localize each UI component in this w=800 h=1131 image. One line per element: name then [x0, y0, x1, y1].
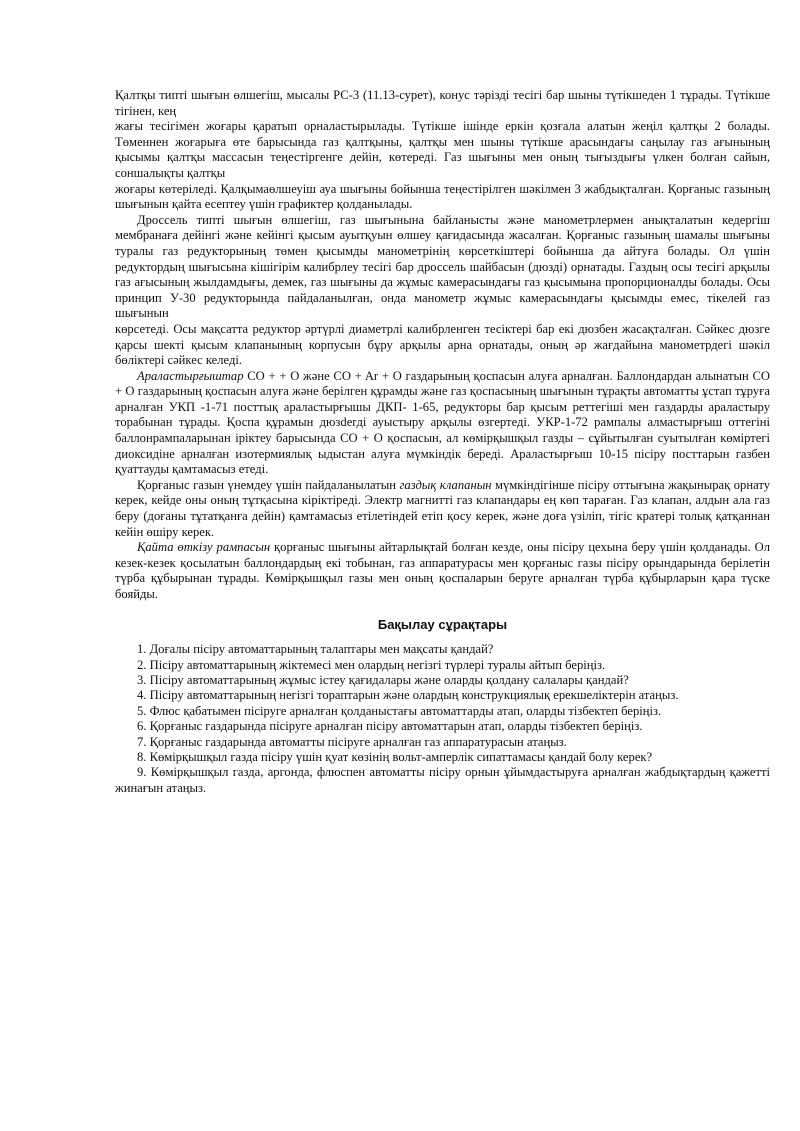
term-mixers: Араластырғыштар	[137, 368, 244, 383]
paragraph-1: Қалтқы типті шығын өлшегіш, мысалы РС-3 (11.13-сурет), конус тәрізді тесігі бар шыны түтікшеден 1 тұрады. Түтікше тігінен, кең	[115, 88, 770, 118]
section-heading: Бақылау сұрақтары	[377, 616, 508, 632]
question-item: 4. Пісіру автоматтарының негізгі тораптарын және олардың конструкциялық ерекшеліктерін атаңыз.	[137, 688, 679, 703]
paragraph-5: көрсетеді. Осы мақсатта редуктор әртүрлі диаметрлі калибрленген тесіктері бар екі дюзбен жасақталған. Сәйкес дюзге қарсы шекті қысым клапанының корпусын бұру арқылы арна орнатады, оның әр жағдайына манометрдегі шәкіл бөліктері сәйкес келеді.	[115, 321, 770, 368]
term-transfer-ramp: Қайта өткізу рампасын	[137, 540, 271, 555]
question-item: 3. Пісіру автоматтарының жұмыс істеу қағидалары және оларды қолдану салалары қандай?	[137, 673, 629, 687]
question-item: 9. Көмірқышқыл газда, аргонда, флюспен автоматты пісіру орнын ұйымдастыруға арналған жабдықтардың қажетті жинағын атаңыз.	[115, 765, 770, 795]
question-item: 2. Пісіру автоматтарының жіктемесі мен олардың негізгі түрлері туралы айтып беріңіз.	[137, 657, 606, 672]
paragraph-3: жоғары көтеріледі. Қалқымаөлшеуіш ауа шығыны бойынша теңестірілген шәкілмен 3 жабдықталған. Қорғаныс газының шығынын қайта есептеу үшін графиктер қолданылады.	[115, 181, 770, 212]
paragraph-2: жағы тесігімен жоғары қаратып орналастырылады. Түтікше ішінде еркін қозғала алатын жеңіл қалтқы 2 болады. Төменнен жоғарыға өте барысында газ қалтқыны, қалтқы мен шыны түтікше арасындағы саңылау газ ағынының қысымы қалтқы массасын теңестіргенге дейін, көтереді. Газ шығыны мен оның тығыздығы үлкен болған сайын, соншалықты қалтқы	[115, 119, 770, 180]
paragraph-8: Қайта өткізу рампасын қорғаныс шығыны айтарлықтай болған кезде, оны пісіру цехына беру үшін қолданады. Ол кезек-кезек қосылатын баллондардың екі тобынан, газ аппаратурасы мен қорғаныс газы пісіру орындарында берілетін түрба құбырынан тұрады. Көмірқышқыл газы мен оның қоспаларын беруге арналған түрба құбырларын қара түске бояйды.	[115, 540, 770, 601]
question-item: 5. Флюс қабатымен пісіруге арналған қолданыстағы автоматтарды атап, оларды тізбектеп беріңіз.	[137, 703, 662, 718]
questions-list	[115, 642, 770, 796]
paragraph-4: Дроссель типті шығын өлшегіш, газ шығынына байланысты және манометрлермен анықталатын кедергіш мембранаға дейінгі және кейінгі қысым ауытқуын өлшеу қағидасында жасалған. Қорғаныс газының шамалы шығыны туралы газ редукторының төмен қысымды манометрінің көрсеткіштері бойынша да айтуға болады. Ол үшін редуктордың шығысына кішігірім калибрлеу тесігі бар дроссель шайбасын (дюзді) орнатады. Газдың осы тесігі арқылы газ ағысының жылдамдығы, демек, газ шығыны да жұмыс камерасындағы газ қысымына пропорционалды болады. Осы принцип У-30 редукторында пайдаланылған, онда манометр жұмыс камерасындағы қысымды емес, тікелей газ шығынын	[115, 212, 770, 321]
document-page	[115, 88, 770, 796]
question-item: 6. Қорғаныс газдарында пісіруге арналған пісіру автоматтарын атап, оларды тізбектеп беріңіз.	[137, 719, 643, 734]
question-item: 8. Көмірқышқыл газда пісіру үшін қуат көзінің вольт-амперлік сипаттамасы қандай болу керек?	[137, 750, 653, 765]
paragraph-7: Қорғаныс газын үнемдеу үшін пайдаланылатын газдық клапанын мүмкіндігінше пісіру оттығына жақынырақ орнату керек, кейде оны оның тұтқасына кірiктіреді. Электр магнитті газ клапандары ең көп тараған. Газ клапан, алдын ала газ беру (доғаны тұтатқанға дейін) қамтамасыз етілетiндей етіп қосу керек, және доға үзіліп, тігіс кратері толық қатқаннан кейін өшіру керек.	[115, 477, 770, 539]
paragraph-6: Араластырғыштар CO + + O және CO + Ar + O газдарының қоспасын алуға арналған. Баллондардан алынатын CO + O газдарының қоспасын алуға және берілген құрамды және газ қоспасының шығынын тұрақты автоматты ұстап тұруға арналған УКП -1-71 посттық араластырғышы ДКП- 1-65, редукторы бар қысым реттегіші мен газдарды араластыру торабынан тұрады. Қоспа құрамын дюзderді ауыстыру арқылы өзгертеді. УКР-1-72 рампалы алмастырғыш оттегінi баллонрампаларынан іріктеу барысында CO + O қоспасын, ал көмірқышқыл газды – сұйытылған суытылған көміртегі диоксидіне арналған изотермиялық ыдыстан алуға мүмкіндік береді. Араластырғыш 10-15 пісіру посттарын газбен қуаттауды қамтамасыз етеді.	[115, 368, 770, 477]
question-item: 1. Доғалы пісіру автоматтарының талаптары мен мақсаты қандай?	[137, 642, 494, 657]
question-item: 7. Қорғаныс газдарында автоматты пісіруге арналған газ аппаратурасын атаңыз.	[137, 734, 567, 749]
term-gas-valve: газдық клапанын	[399, 477, 492, 492]
